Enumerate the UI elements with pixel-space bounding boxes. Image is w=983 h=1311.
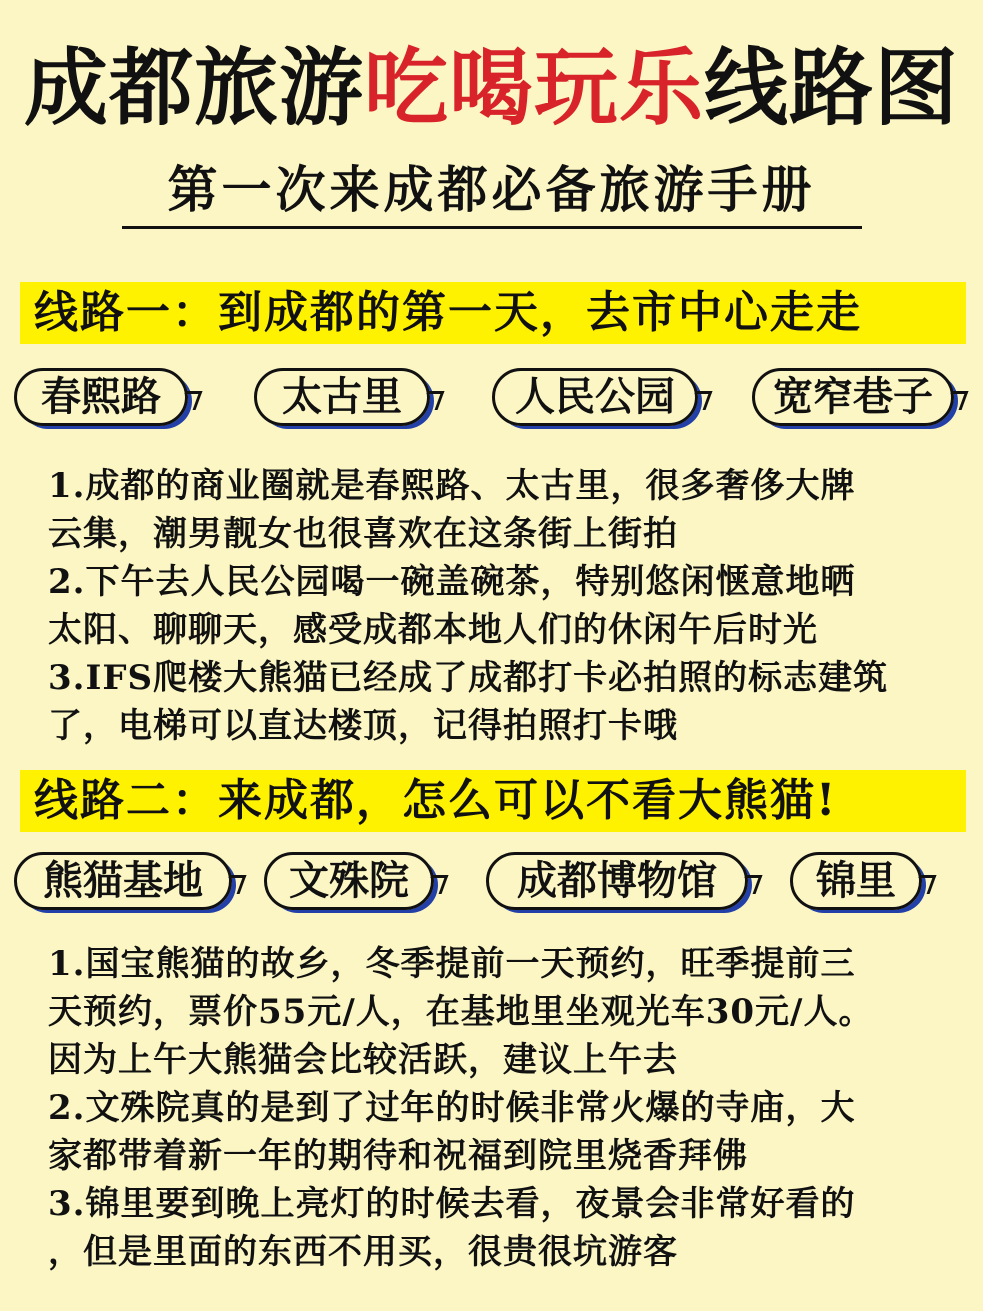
title-part-1: 成都旅游	[23, 39, 364, 137]
route1-line: 云集，潮男靓女也很喜欢在这条街上街拍	[48, 514, 678, 554]
route2-line: 3.锦里要到晚上亮灯的时候去看，夜景会非常好看的	[48, 1184, 856, 1224]
route2-header: 线路二：来成都，怎么可以不看大熊猫!	[20, 770, 966, 832]
route1-line: 1.成都的商业圈就是春熙路、太古里，很多奢侈大牌	[48, 466, 856, 506]
route2-line: 因为上午大熊猫会比较活跃，建议上午去	[48, 1040, 678, 1080]
route2-line: 2.文殊院真的是到了过年的时候非常火爆的寺庙，大	[48, 1088, 856, 1128]
route2-line: ，但是里面的东西不用买，很贵很坑游客	[48, 1232, 678, 1272]
route1-line: 2.下午去人民公园喝一碗盖碗茶，特别悠闲惬意地晒	[48, 562, 856, 602]
page-subtitle: 第一次来成都必备旅游手册	[167, 160, 816, 219]
route2-tags	[0, 852, 983, 932]
route1-line: 太阳、聊聊天，感受成都本地人们的休闲午后时光	[48, 610, 818, 650]
route1-header: 线路一：到成都的第一天，去市中心走走	[20, 282, 966, 344]
page-title	[0, 38, 983, 138]
route2-tag-wenshu-monastery[interactable]: 文殊院	[264, 852, 434, 910]
route1-tag-peoples-park[interactable]: 人民公园	[492, 368, 698, 426]
route2-description	[48, 940, 948, 1276]
title-part-2-highlight: 吃喝玩乐	[363, 39, 704, 137]
route1-tag-chunxi-road[interactable]: 春熙路	[14, 368, 188, 426]
route2-line: 天预约，票价55元/人，在基地里坐观光车30元/人。	[48, 992, 874, 1032]
subtitle-underline	[122, 226, 862, 229]
route2-tag-jinli[interactable]: 锦里	[790, 852, 922, 910]
route2-line: 1.国宝熊猫的故乡，冬季提前一天预约，旺季提前三	[48, 944, 856, 984]
route2-tag-chengdu-museum[interactable]: 成都博物馆	[486, 852, 748, 910]
route1-line: 3.IFS爬楼大熊猫已经成了成都打卡必拍照的标志建筑	[48, 658, 889, 698]
route1-description	[48, 462, 948, 750]
route1-tag-taikoo-li[interactable]: 太古里	[254, 368, 430, 426]
route1-tags	[0, 368, 983, 448]
route2-tag-panda-base[interactable]: 熊猫基地	[14, 852, 232, 910]
route1-line: 了，电梯可以直达楼顶，记得拍照打卡哦	[48, 706, 678, 746]
route1-tag-kuanzhai-alley[interactable]: 宽窄巷子	[752, 368, 954, 426]
route2-line: 家都带着新一年的期待和祝福到院里烧香拜佛	[48, 1136, 748, 1176]
title-part-3: 线路图	[704, 39, 960, 137]
